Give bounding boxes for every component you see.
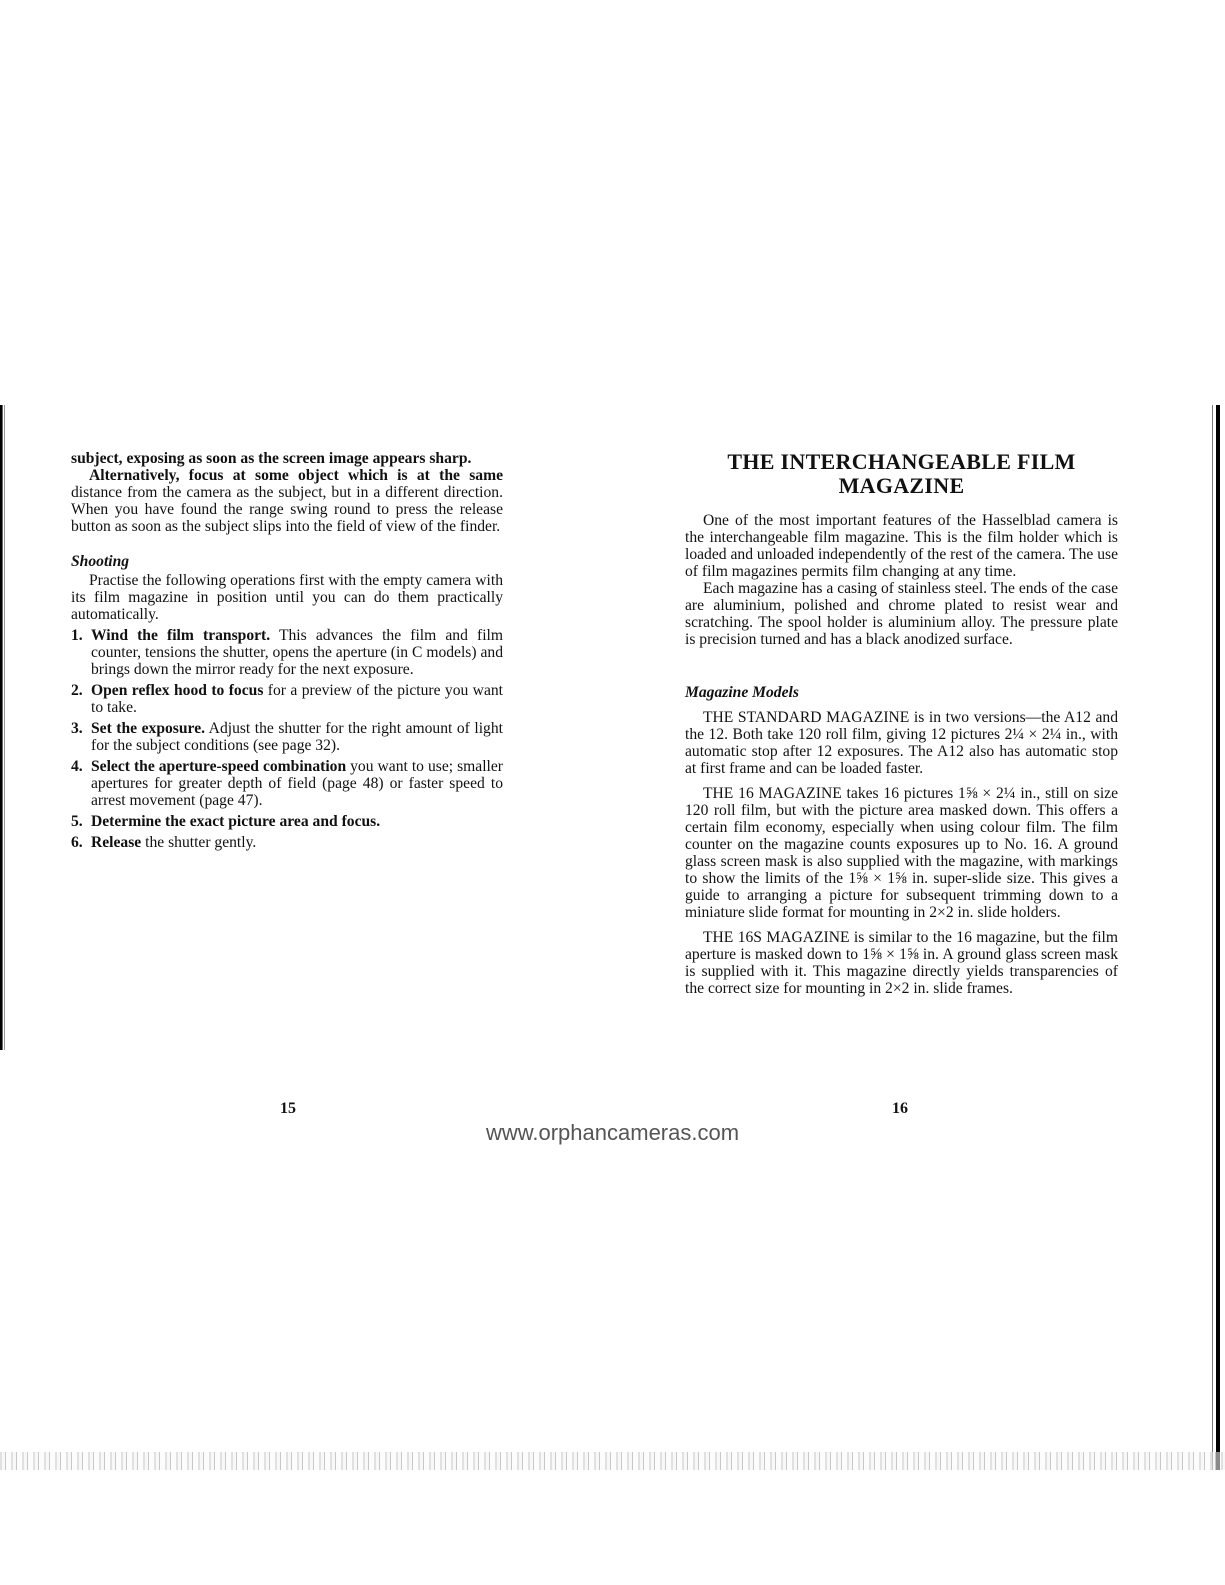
intro-paragraph [71,450,503,467]
standard-magazine-paragraph: THE STANDARD MAGAZINE is in two versions—the A12 and the 12. Both take 120 roll film, giving 12 pictures 2¼ × 2¼ in., with automatic stop after 12 exposures. The A12 also has automatic stop at first frame and can be loaded faster. [685,709,1118,777]
step-item [71,627,503,678]
page-number-right: 16 [892,1100,908,1117]
sixteen-s-magazine-paragraph: THE 16S MAGAZINE is similar to the 16 magazine, but the film aperture is masked down to 1⅝ × 1⅝ in. A ground glass screen mask is supplied with it. This magazine directly yields transparencies of the correct size for mounting in 2×2 in. slide frames. [685,929,1118,997]
magazine-models-heading: Magazine Models [685,684,799,701]
intro-paragraph: One of the most important features of the Hasselblad camera is the interchangeable film magazine. This is the film holder which is loaded and unloaded independently of the rest of the camera. The use of film magazines permits film changing at any time. [685,512,1118,580]
sixteen-magazine-paragraph: THE 16 MAGAZINE takes 16 pictures 1⅝ × 2¼ in., still on size 120 roll film, but with the picture area masked down. This offers a certain film economy, especially when using colour film. The film counter on the magazine counts exposures up to No. 16. A ground glass screen mask is also supplied with the magazine, with markings to show the limits of the 1⅝ × 1⅝ in. super-slide size. This gives a guide to arranging a picture for subsequent trimming down to a miniature slide format for mounting in 2×2 in. slide holders. [685,785,1118,921]
step-item [71,720,503,754]
casing-paragraph: Each magazine has a casing of stainless steel. The ends of the case are aluminium, polished and chrome plated to resist wear and scratching. The spool holder is aluminium alloy. The pressure plate is precision turned and has a black anodized surface. [685,580,1118,648]
step-lead: Release [91,834,142,851]
step-text: This advances the film and film counter, tensions the shutter, opens the aperture (in C models) and brings down the mirror ready for the next exposure. [91,627,504,678]
practise-paragraph: Practise the following operations first with the empty camera with its film magazine in position until you can do them practically automatically. [71,572,503,623]
step-text: Adjust the shutter for the right amount of light for the subject conditions (see page 32). [91,720,503,754]
step-number: 6. [71,834,83,851]
step-lead: Wind the film transport. [91,627,271,644]
step-text: the shutter gently. [141,834,257,851]
left-page [71,450,503,855]
step-lead: Select the aperture-speed combination [91,758,347,775]
step-item [71,682,503,716]
alternative-text: distance from the camera as the subject, but in a different direction. When you have found the range swing round to press the release button as soon as the subject slips into the field of view of the finder. [71,484,503,535]
intro-text: subject, exposing as soon as the screen image appears sharp. [71,450,472,467]
alternative-paragraph [71,467,503,535]
step-item [71,758,503,809]
alternative-lead: Alternatively, focus at some object which is at the same [89,467,503,484]
scan-edge-right [1208,405,1225,1470]
step-lead: Open reflex hood to focus [91,682,264,699]
scan-bottom-strip [0,1452,1225,1470]
title-line-2: MAGAZINE [838,473,965,498]
shooting-heading: Shooting [71,553,130,570]
step-number: 3. [71,720,83,737]
step-lead: Determine the exact picture area and focus. [91,813,381,830]
step-text: for a preview of the picture you want to take. [91,682,503,716]
step-item [71,834,503,851]
step-number: 2. [71,682,83,699]
step-item [71,813,503,830]
steps-list [71,627,503,851]
step-lead: Set the exposure. [91,720,206,737]
page-number-left: 15 [280,1100,296,1117]
page-title [685,450,1118,498]
scan-edge-left [0,405,8,1050]
step-number: 5. [71,813,83,830]
title-line-1: THE INTERCHANGEABLE FILM [727,449,1076,474]
watermark-url: www.orphancameras.com [485,1120,740,1145]
step-number: 4. [71,758,83,775]
step-number: 1. [71,627,83,644]
right-page [685,450,1118,997]
step-text: you want to use; smaller apertures for greater depth of field (page 48) or faster speed to arrest movement (page 47). [91,758,503,809]
